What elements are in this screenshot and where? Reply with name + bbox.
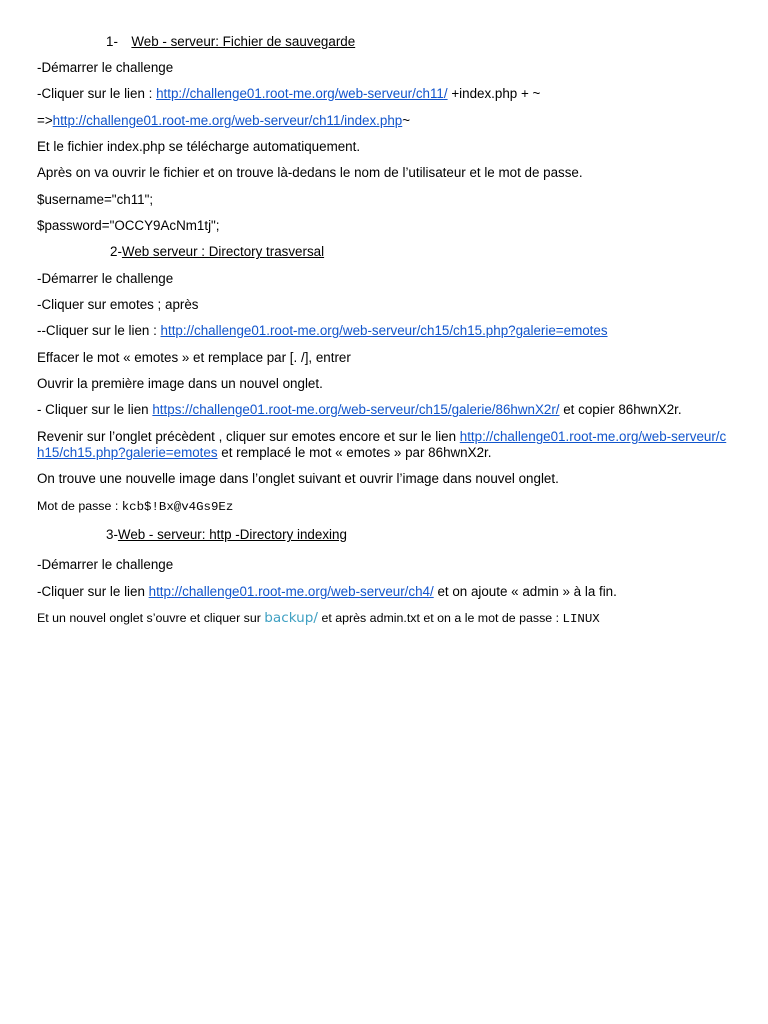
section-1-number: 1- <box>106 34 118 49</box>
s1-line-download: Et le fichier index.php se télécharge automatiquement. <box>37 139 361 154</box>
s1-index-php-link[interactable]: http://challenge01.root-me.org/web-serveur/ch11/index.php <box>52 113 403 128</box>
s3-line3-middle: et après admin.txt et on a le mot de passe : <box>318 611 563 625</box>
s3-backup-link[interactable]: backup/ <box>264 610 319 626</box>
s1-line3-suffix: ~ <box>402 113 411 128</box>
s3-line2-suffix: et on ajoute « admin » à la fin. <box>433 584 617 599</box>
s1-line-password: $password="OCCY9AcNm1tj"; <box>37 218 220 233</box>
s2-line6-prefix: - Cliquer sur le lien <box>37 402 153 417</box>
s2-ch15-emotes-link-2[interactable]: http://challenge01.root-me.org/web-serveur/ch15/ch15.php?galerie=emotes <box>37 429 727 460</box>
s1-line-click-link <box>37 86 540 102</box>
s1-line2-suffix: +index.php + ~ <box>447 86 541 101</box>
s2-line-start-challenge: -Démarrer le challenge <box>37 271 174 286</box>
s2-password-label: Mot de passe : <box>37 499 122 513</box>
section-2-heading <box>110 244 324 260</box>
section-2-title: Web serveur : Directory trasversal <box>121 244 325 259</box>
s2-line-erase-word: Effacer le mot « emotes » et remplace par [. /], entrer <box>37 350 351 365</box>
section-3-heading <box>106 527 347 543</box>
s2-line-password <box>37 498 233 515</box>
s1-line-username: $username="ch11"; <box>37 192 154 207</box>
s2-line3-prefix: --Cliquer sur le lien : <box>37 323 161 338</box>
s2-line-click-link <box>37 323 608 339</box>
s2-line-galerie-link <box>37 402 682 418</box>
s2-line-new-image: On trouve une nouvelle image dans l’onglet suivant et ouvrir l’image dans nouvel onglet. <box>37 471 559 486</box>
s2-line6-suffix: et copier 86hwnX2r. <box>559 402 682 417</box>
section-2-number: 2- <box>110 244 122 259</box>
s3-line-start-challenge: -Démarrer le challenge <box>37 557 174 572</box>
section-1-title: Web - serveur: Fichier de sauvegarde <box>131 34 356 49</box>
s1-line3-prefix: => <box>37 113 53 128</box>
s2-ch15-emotes-link[interactable]: http://challenge01.root-me.org/web-serveur/ch15/ch15.php?galerie=emotes <box>160 323 608 338</box>
s3-line2-prefix: -Cliquer sur le lien <box>37 584 149 599</box>
section-3-number: 3- <box>106 527 118 542</box>
section-1-heading <box>106 34 355 50</box>
s2-line7-prefix: Revenir sur l’onglet précèdent , cliquer sur emotes encore et sur le lien <box>37 429 460 444</box>
s3-password-value: LINUX <box>562 612 600 626</box>
s3-line-backup <box>37 610 600 627</box>
s1-line2-prefix: -Cliquer sur le lien : <box>37 86 157 101</box>
s3-line-click-link <box>37 584 617 600</box>
s1-line-open-file: Après on va ouvrir le fichier et on trouve là-dedans le nom de l’utilisateur et le mot de passe. <box>37 165 583 180</box>
s2-line-open-image: Ouvrir la première image dans un nouvel onglet. <box>37 376 323 391</box>
s1-line-index-link <box>37 113 410 129</box>
s2-line-click-emotes: -Cliquer sur emotes ; après <box>37 297 199 312</box>
s3-line3-prefix: Et un nouvel onglet s’ouvre et cliquer sur <box>37 611 265 625</box>
section-3-title: Web - serveur: http -Directory indexing <box>117 527 347 542</box>
s2-line-return-tab <box>37 429 727 461</box>
s2-line7-suffix: et remplacé le mot « emotes » par 86hwnX2r. <box>217 445 492 460</box>
s3-ch4-link[interactable]: http://challenge01.root-me.org/web-serveur/ch4/ <box>148 584 434 599</box>
s2-galerie-link[interactable]: https://challenge01.root-me.org/web-serveur/ch15/galerie/86hwnX2r/ <box>152 402 560 417</box>
s1-ch11-link[interactable]: http://challenge01.root-me.org/web-serveur/ch11/ <box>156 86 448 101</box>
s1-line-start-challenge: -Démarrer le challenge <box>37 60 174 75</box>
s2-password-value: kcb$!Bx@v4Gs9Ez <box>121 500 234 514</box>
